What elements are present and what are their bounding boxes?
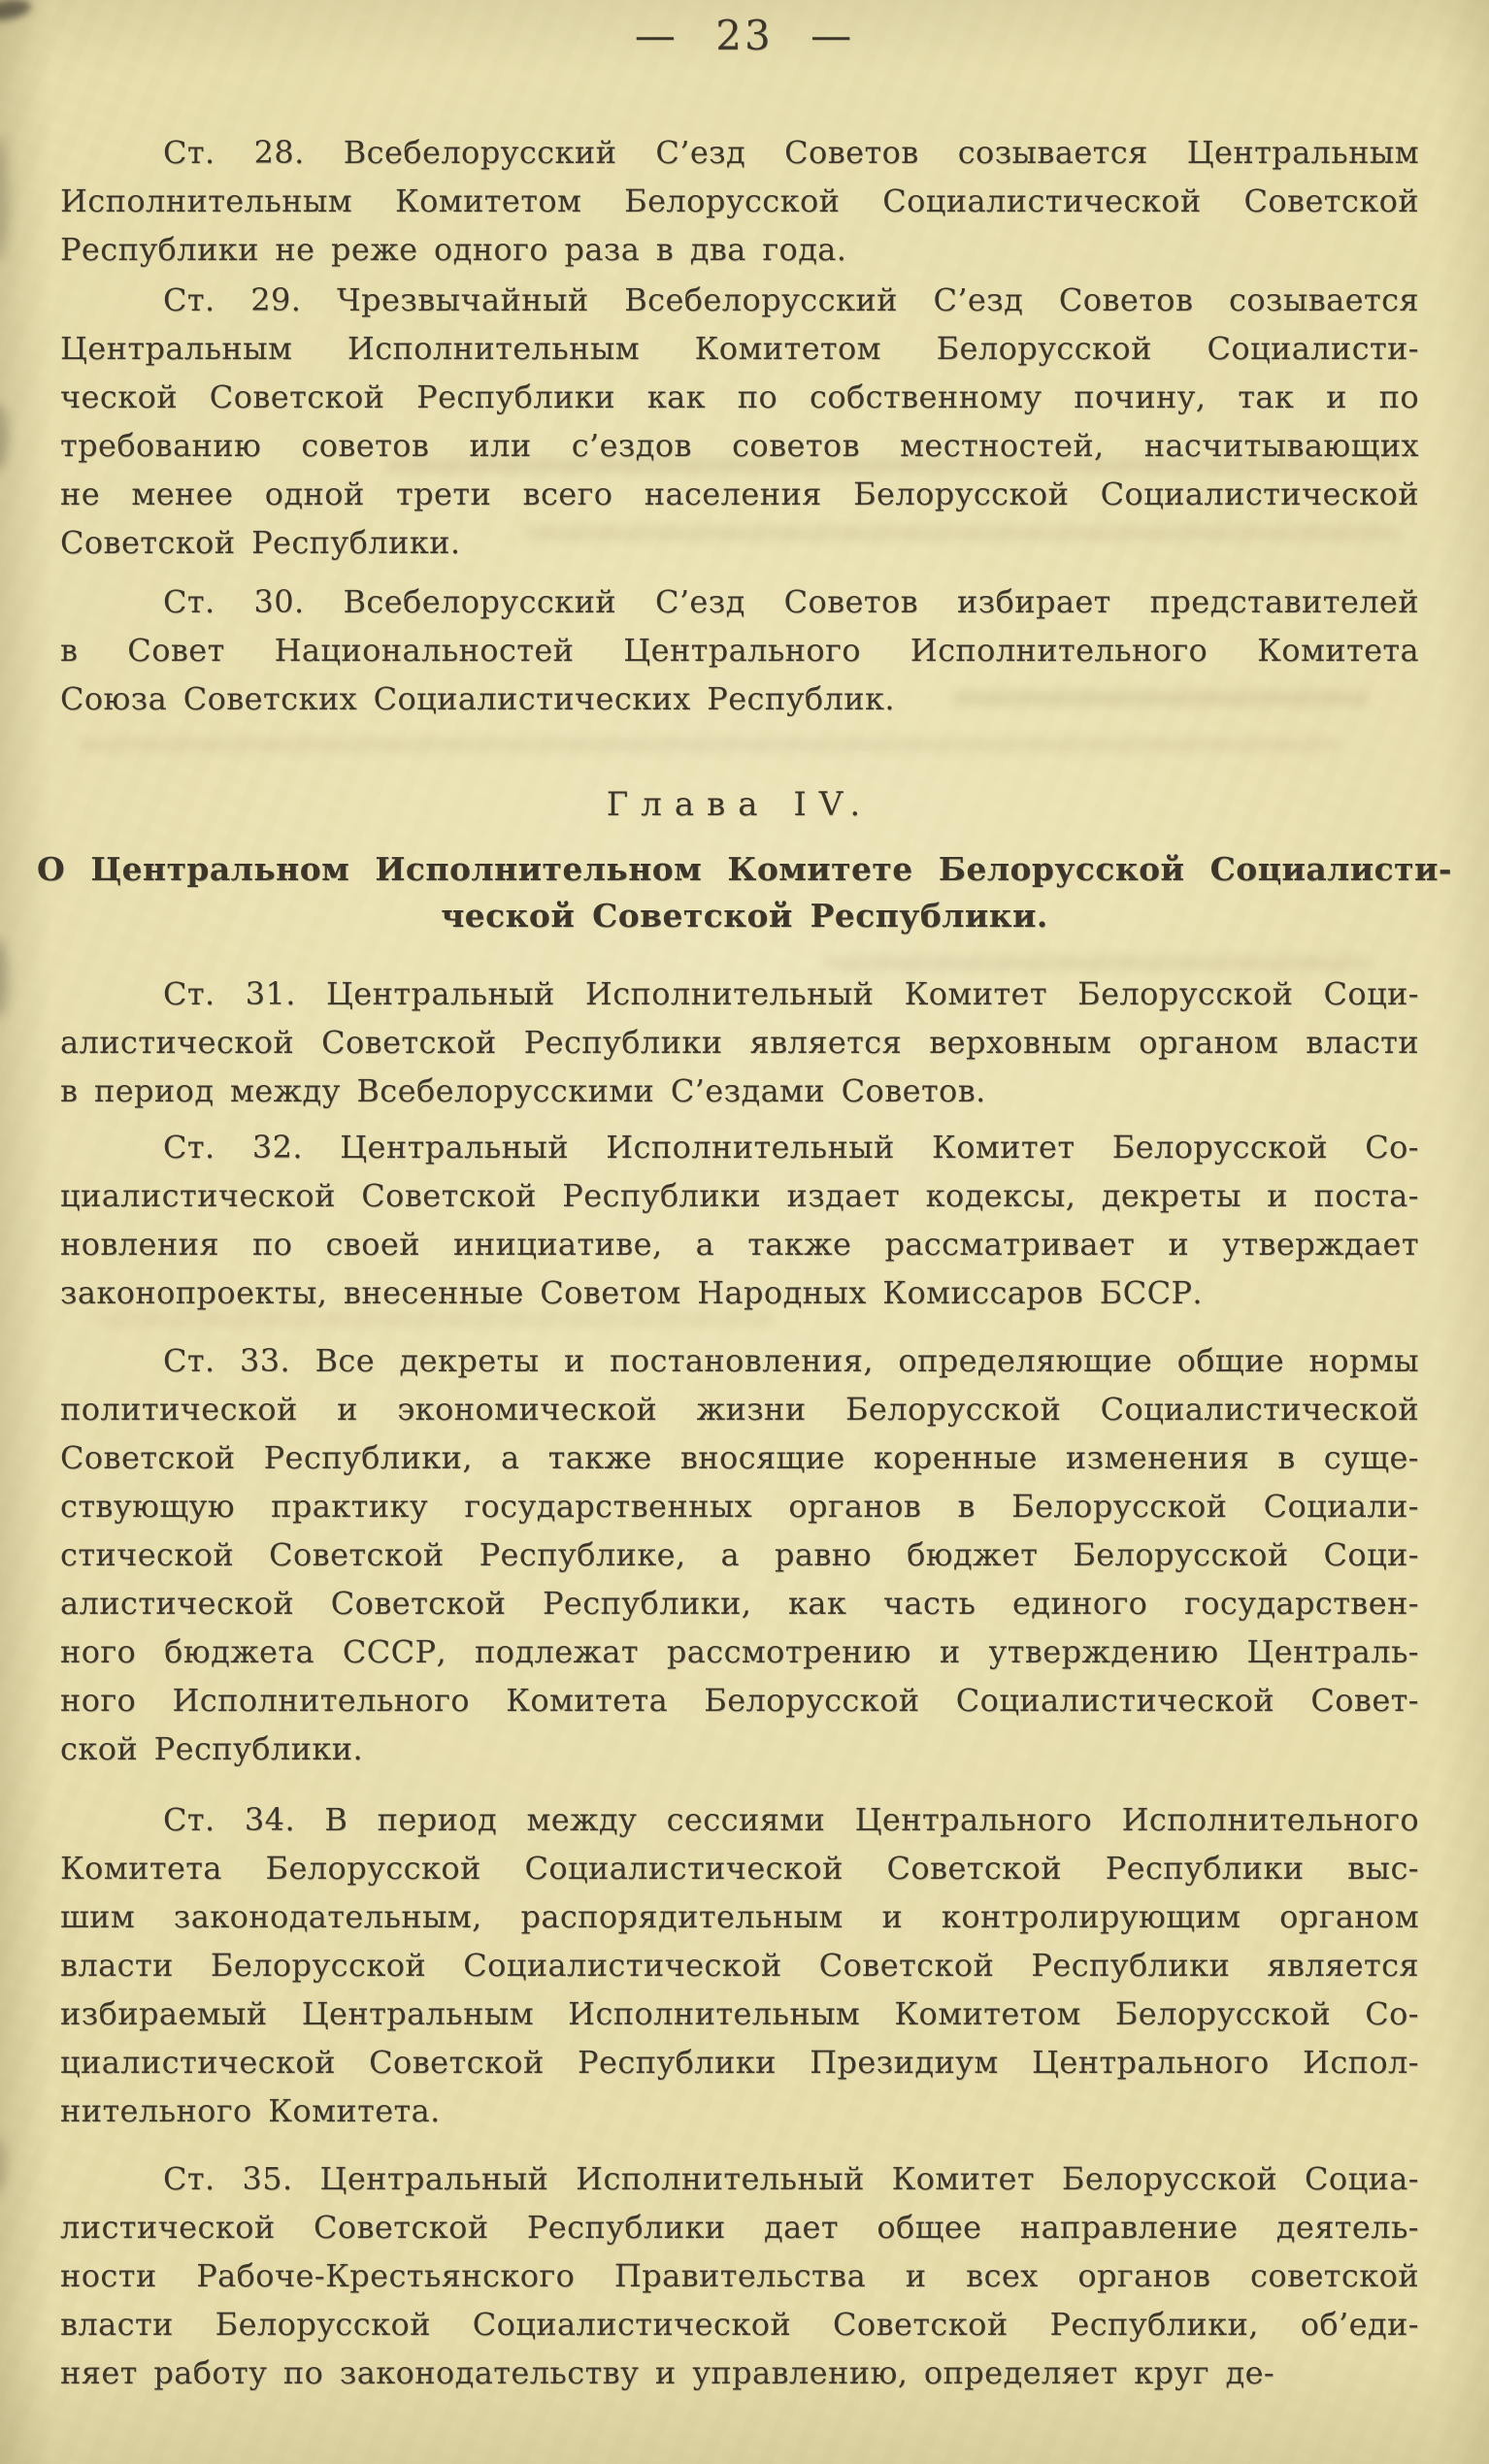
text-line: в период между Всебелорусскими С’ездами Советов. bbox=[60, 1072, 986, 1109]
article-31-paragraph bbox=[60, 969, 1419, 1115]
ink-smudge bbox=[0, 2135, 6, 2193]
text-line: ного Исполнительного Комитета Белорусской Социалистической Совет- bbox=[60, 1682, 1419, 1719]
text-line: Советской Республики, а также вносящие коренные изменения в суще- bbox=[60, 1439, 1419, 1476]
ink-smudge bbox=[0, 136, 8, 262]
ink-smudge bbox=[0, 939, 8, 1017]
text-line: Ст. 31. Центральный Исполнительный Комитет Белорусской Соци- bbox=[163, 975, 1419, 1012]
text-line: циалистической Советской Республики издает кодексы, декреты и поста- bbox=[60, 1177, 1419, 1214]
text-line: Ст. 33. Все декреты и постановления, определяющие общие нормы bbox=[163, 1342, 1419, 1379]
page-content bbox=[37, 0, 1452, 2464]
text-line: нительного Комитета. bbox=[60, 2092, 441, 2129]
text-line: новления по своей инициативе, а также рассматривает и утверждает bbox=[60, 1226, 1419, 1263]
article-28-paragraph bbox=[60, 128, 1419, 274]
text-line: шим законодательным, распорядительным и контролирующим органом bbox=[60, 1898, 1419, 1935]
text-line: ного бюджета СССР, подлежат рассмотрению и утверждению Централь- bbox=[60, 1633, 1419, 1670]
article-32-paragraph bbox=[60, 1123, 1419, 1317]
article-29-paragraph bbox=[60, 276, 1419, 567]
text-line: алистической Советской Республики, как часть единого государствен- bbox=[60, 1585, 1419, 1622]
text-line: алистической Советской Республики является верховным органом власти bbox=[60, 1024, 1419, 1061]
text-line: Ст. 29. Чрезвычайный Всебелорусский С’езд Советов созывается bbox=[163, 281, 1419, 318]
text-line: избираемый Центральным Исполнительным Комитетом Белорусской Со- bbox=[60, 1995, 1419, 2032]
text-line: ческой Советской Республики. bbox=[441, 897, 1048, 935]
text-line: в Совет Национальностей Центрального Исполнительного Комитета bbox=[60, 632, 1419, 669]
text-line: Союза Советских Социалистических Республик. bbox=[60, 680, 895, 717]
text-line: Республики не реже одного раза в два года. bbox=[60, 231, 847, 268]
text-line: Ст. 34. В период между сессиями Центрального Исполнительного bbox=[163, 1801, 1419, 1838]
text-line: Ст. 35. Центральный Исполнительный Комитет Белорусской Социа- bbox=[163, 2160, 1419, 2197]
article-34-paragraph bbox=[60, 1795, 1419, 2135]
text-line: Ст. 32. Центральный Исполнительный Комитет Белорусской Со- bbox=[163, 1129, 1419, 1166]
text-line: политической и экономической жизни Белорусской Социалистической bbox=[60, 1391, 1419, 1428]
text-line: ческой Советской Республики как по собственному почину, так и по bbox=[60, 378, 1419, 415]
text-line: не менее одной трети всего населения Белорусской Социалистической bbox=[60, 476, 1419, 512]
text-line: стической Советской Республике, а равно бюджет Белорусской Соци- bbox=[60, 1536, 1419, 1573]
article-33-paragraph bbox=[60, 1336, 1419, 1773]
chapter-subheading bbox=[37, 846, 1452, 939]
text-line: Советской Республики. bbox=[60, 524, 461, 561]
text-line: требованию советов или с’ездов советов местностей, насчитывающих bbox=[60, 427, 1419, 464]
text-line: Ст. 28. Всебелорусский С’езд Советов созывается Центральным bbox=[163, 134, 1419, 171]
text-line: О Центральном Исполнительном Комитете Белорусской Социалисти- bbox=[37, 850, 1452, 888]
text-line: циалистической Советской Республики Президиум Центрального Испол- bbox=[60, 2044, 1419, 2081]
text-line: листической Советской Республики дает общее направление деятель- bbox=[60, 2209, 1419, 2246]
text-line: Исполнительным Комитетом Белорусской Социалистической Советской bbox=[60, 182, 1419, 219]
chapter-heading: Глава IV. bbox=[606, 785, 874, 824]
text-line: законопроекты, внесенные Советом Народных Комиссаров БССР. bbox=[60, 1274, 1203, 1311]
text-line: власти Белорусской Социалистической Советской Республики, об’еди- bbox=[60, 2306, 1419, 2343]
page-number: — 23 — bbox=[634, 12, 855, 59]
article-30-paragraph bbox=[60, 577, 1419, 723]
ink-smudge bbox=[0, 403, 8, 471]
text-line: ности Рабоче-Крестьянского Правительства и всех органов советской bbox=[60, 2257, 1419, 2294]
text-line: ствующую практику государственных органов в Белорусской Социали- bbox=[60, 1488, 1419, 1525]
text-line: Комитета Белорусской Социалистической Советской Республики выс- bbox=[60, 1850, 1419, 1887]
text-line: няет работу по законодательству и управлению, определяет круг де- bbox=[60, 2354, 1275, 2391]
article-35-paragraph bbox=[60, 2154, 1419, 2397]
text-line: Центральным Исполнительным Комитетом Белорусской Социалисти- bbox=[60, 330, 1419, 367]
text-line: ской Республики. bbox=[60, 1730, 364, 1767]
text-line: Ст. 30. Всебелорусский С’езд Советов избирает представителей bbox=[163, 583, 1419, 620]
text-line: власти Белорусской Социалистической Советской Республики является bbox=[60, 1947, 1419, 1984]
